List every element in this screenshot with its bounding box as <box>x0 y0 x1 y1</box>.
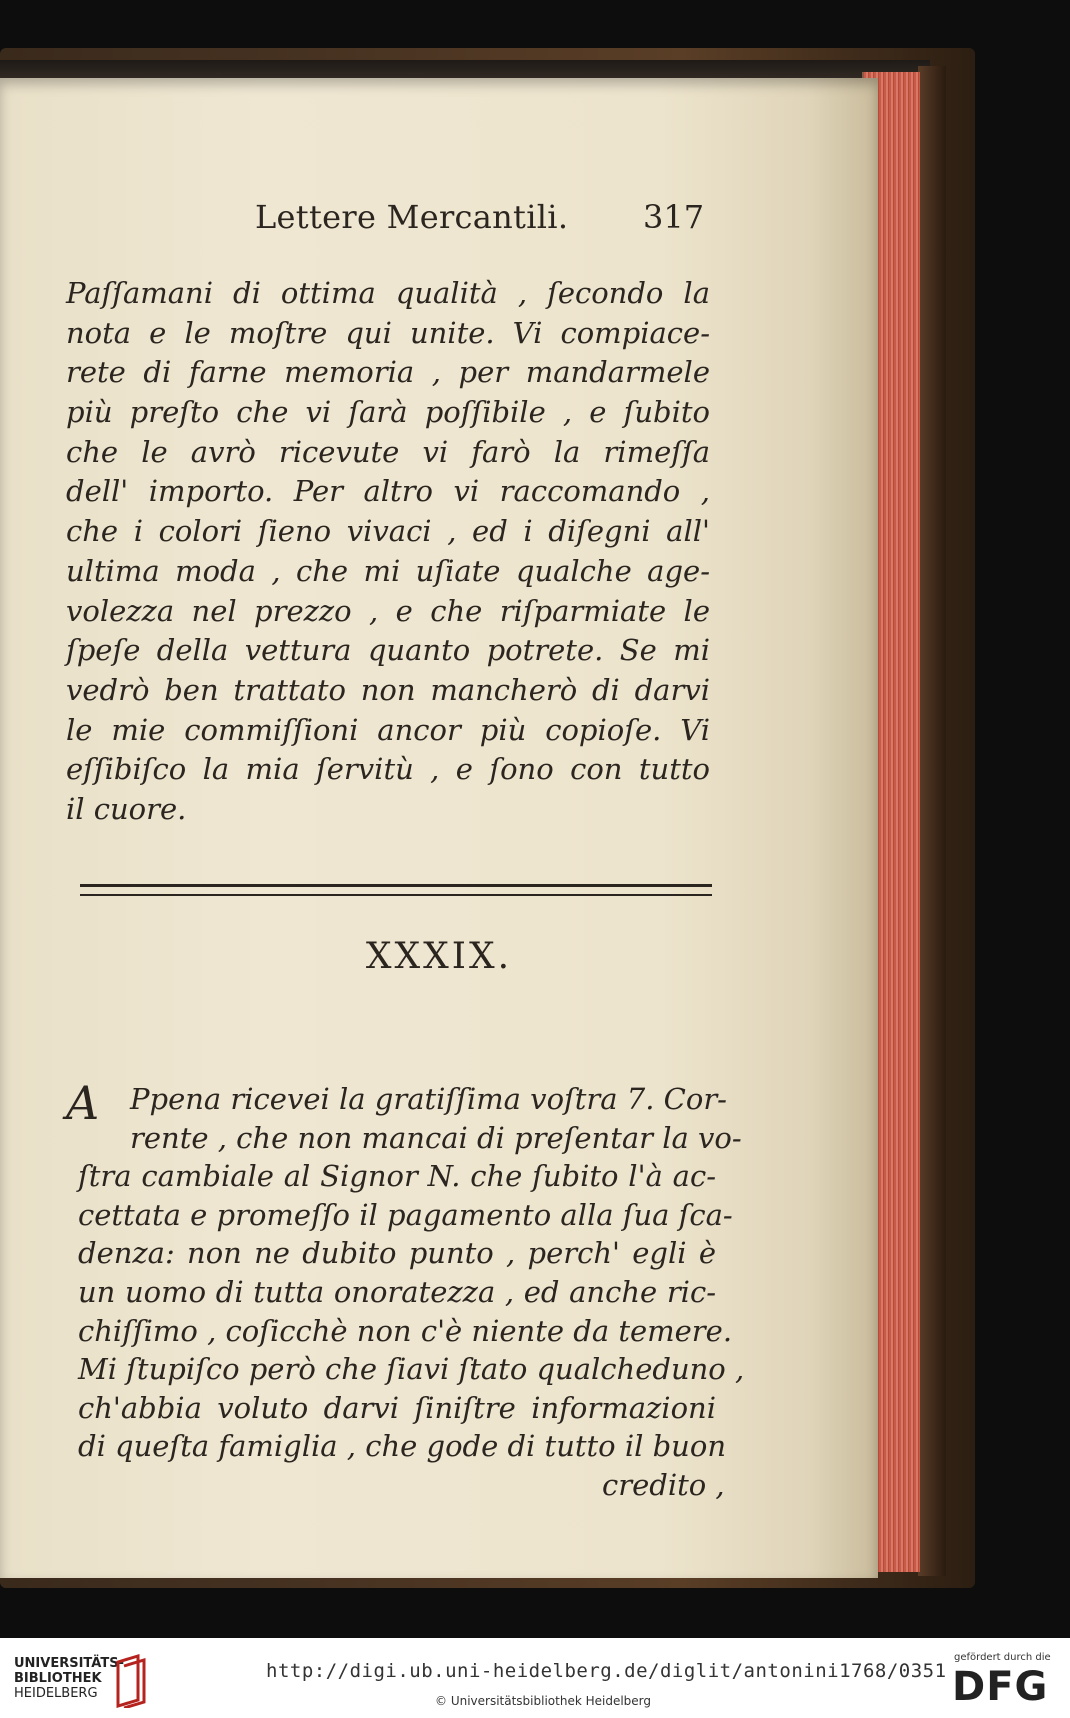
text-line: ultima moda , che mi uſiate qualche age- <box>66 553 710 588</box>
text-line: di queſta famiglia , che gode di tutto il buon <box>78 1429 726 1464</box>
text-line: volezza nel prezzo , e che riſparmiate le <box>66 593 710 628</box>
text-line: denza: non ne dubito punto , perch' egli è <box>78 1236 716 1271</box>
text-line: chiſſimo , coſicchè non c'è niente da temere. <box>78 1313 733 1348</box>
section-divider-rule <box>80 884 712 896</box>
text-line: cettata e promeſſo il pagamento alla ſua ſca- <box>78 1197 733 1232</box>
text-line: che i colori ſieno vivaci , ed i diſegni all' <box>66 514 710 549</box>
page-number: 317 <box>643 198 705 236</box>
book-page <box>0 78 878 1578</box>
text-line: Ppena ricevei la gratiſſima voſtra 7. Cor- <box>130 1082 727 1116</box>
section-numeral: XXXIX. <box>365 936 513 977</box>
viewer-footer <box>0 1638 1070 1718</box>
drop-cap: A <box>66 1076 100 1130</box>
library-emblem-icon <box>112 1652 148 1708</box>
library-name-line: UNIVERSITÄTS- <box>14 1656 124 1671</box>
permalink-url[interactable]: http://digi.ub.uni-heidelberg.de/diglit/antonini1768/0351 <box>266 1660 947 1682</box>
copyright-notice: © Universitätsbibliothek Heidelberg <box>435 1694 652 1708</box>
text-line: le mie commiſſioni ancor più copioſe. Vi <box>66 712 710 747</box>
text-line: dell' importo. Per altro vi raccomando , <box>66 474 710 509</box>
letter-closing-paragraph <box>66 274 710 830</box>
library-logo[interactable] <box>14 1656 124 1701</box>
text-line: ſpeſe della vettura quanto potrete. Se mi <box>66 633 710 668</box>
page-text <box>0 78 878 1578</box>
text-line: il cuore. <box>66 791 187 826</box>
text-line: rete di farne memoria , per mandarmele <box>66 355 710 390</box>
text-line: ch'abbia voluto darvi ſiniſtre informazioni <box>78 1390 716 1425</box>
running-head: Lettere Mercantili. <box>255 198 569 236</box>
letter-opening-paragraph <box>78 1080 745 1466</box>
text-line: rente , che non mancai di preſentar la vo- <box>130 1120 742 1155</box>
dfg-logo[interactable]: DFG <box>952 1664 1049 1710</box>
library-name-line: BIBLIOTHEK <box>14 1671 102 1686</box>
text-line: vedrò ben trattato non mancherò di darvi <box>66 672 710 707</box>
catchword: credito , <box>602 1468 725 1502</box>
text-line: un uomo di tutta onoratezza , ed anche ric- <box>78 1274 716 1309</box>
library-name-line: HEIDELBERG <box>14 1686 98 1701</box>
text-line: che le avrò ricevute vi farò la rimeſſa <box>66 434 710 469</box>
text-line: nota e le moſtre qui unite. Vi compiace- <box>66 315 710 350</box>
page-header <box>0 198 878 242</box>
text-line: Paſſamani di ottima qualità , ſecondo la <box>66 276 710 310</box>
text-line: eſſibiſco la mia ſervitù , e ſono con tutto <box>66 752 710 787</box>
text-line: Mi ſtupiſco però che ſiavi ſtato qualcheduno , <box>78 1352 745 1387</box>
text-line: più preſto che vi ſarà poſſibile , e ſubito <box>66 395 710 430</box>
funding-caption: gefördert durch die <box>954 1652 1051 1663</box>
cover-spine-edge <box>918 66 946 1576</box>
text-line: ſtra cambiale al Signor N. che ſubito l'à ac- <box>78 1159 716 1194</box>
